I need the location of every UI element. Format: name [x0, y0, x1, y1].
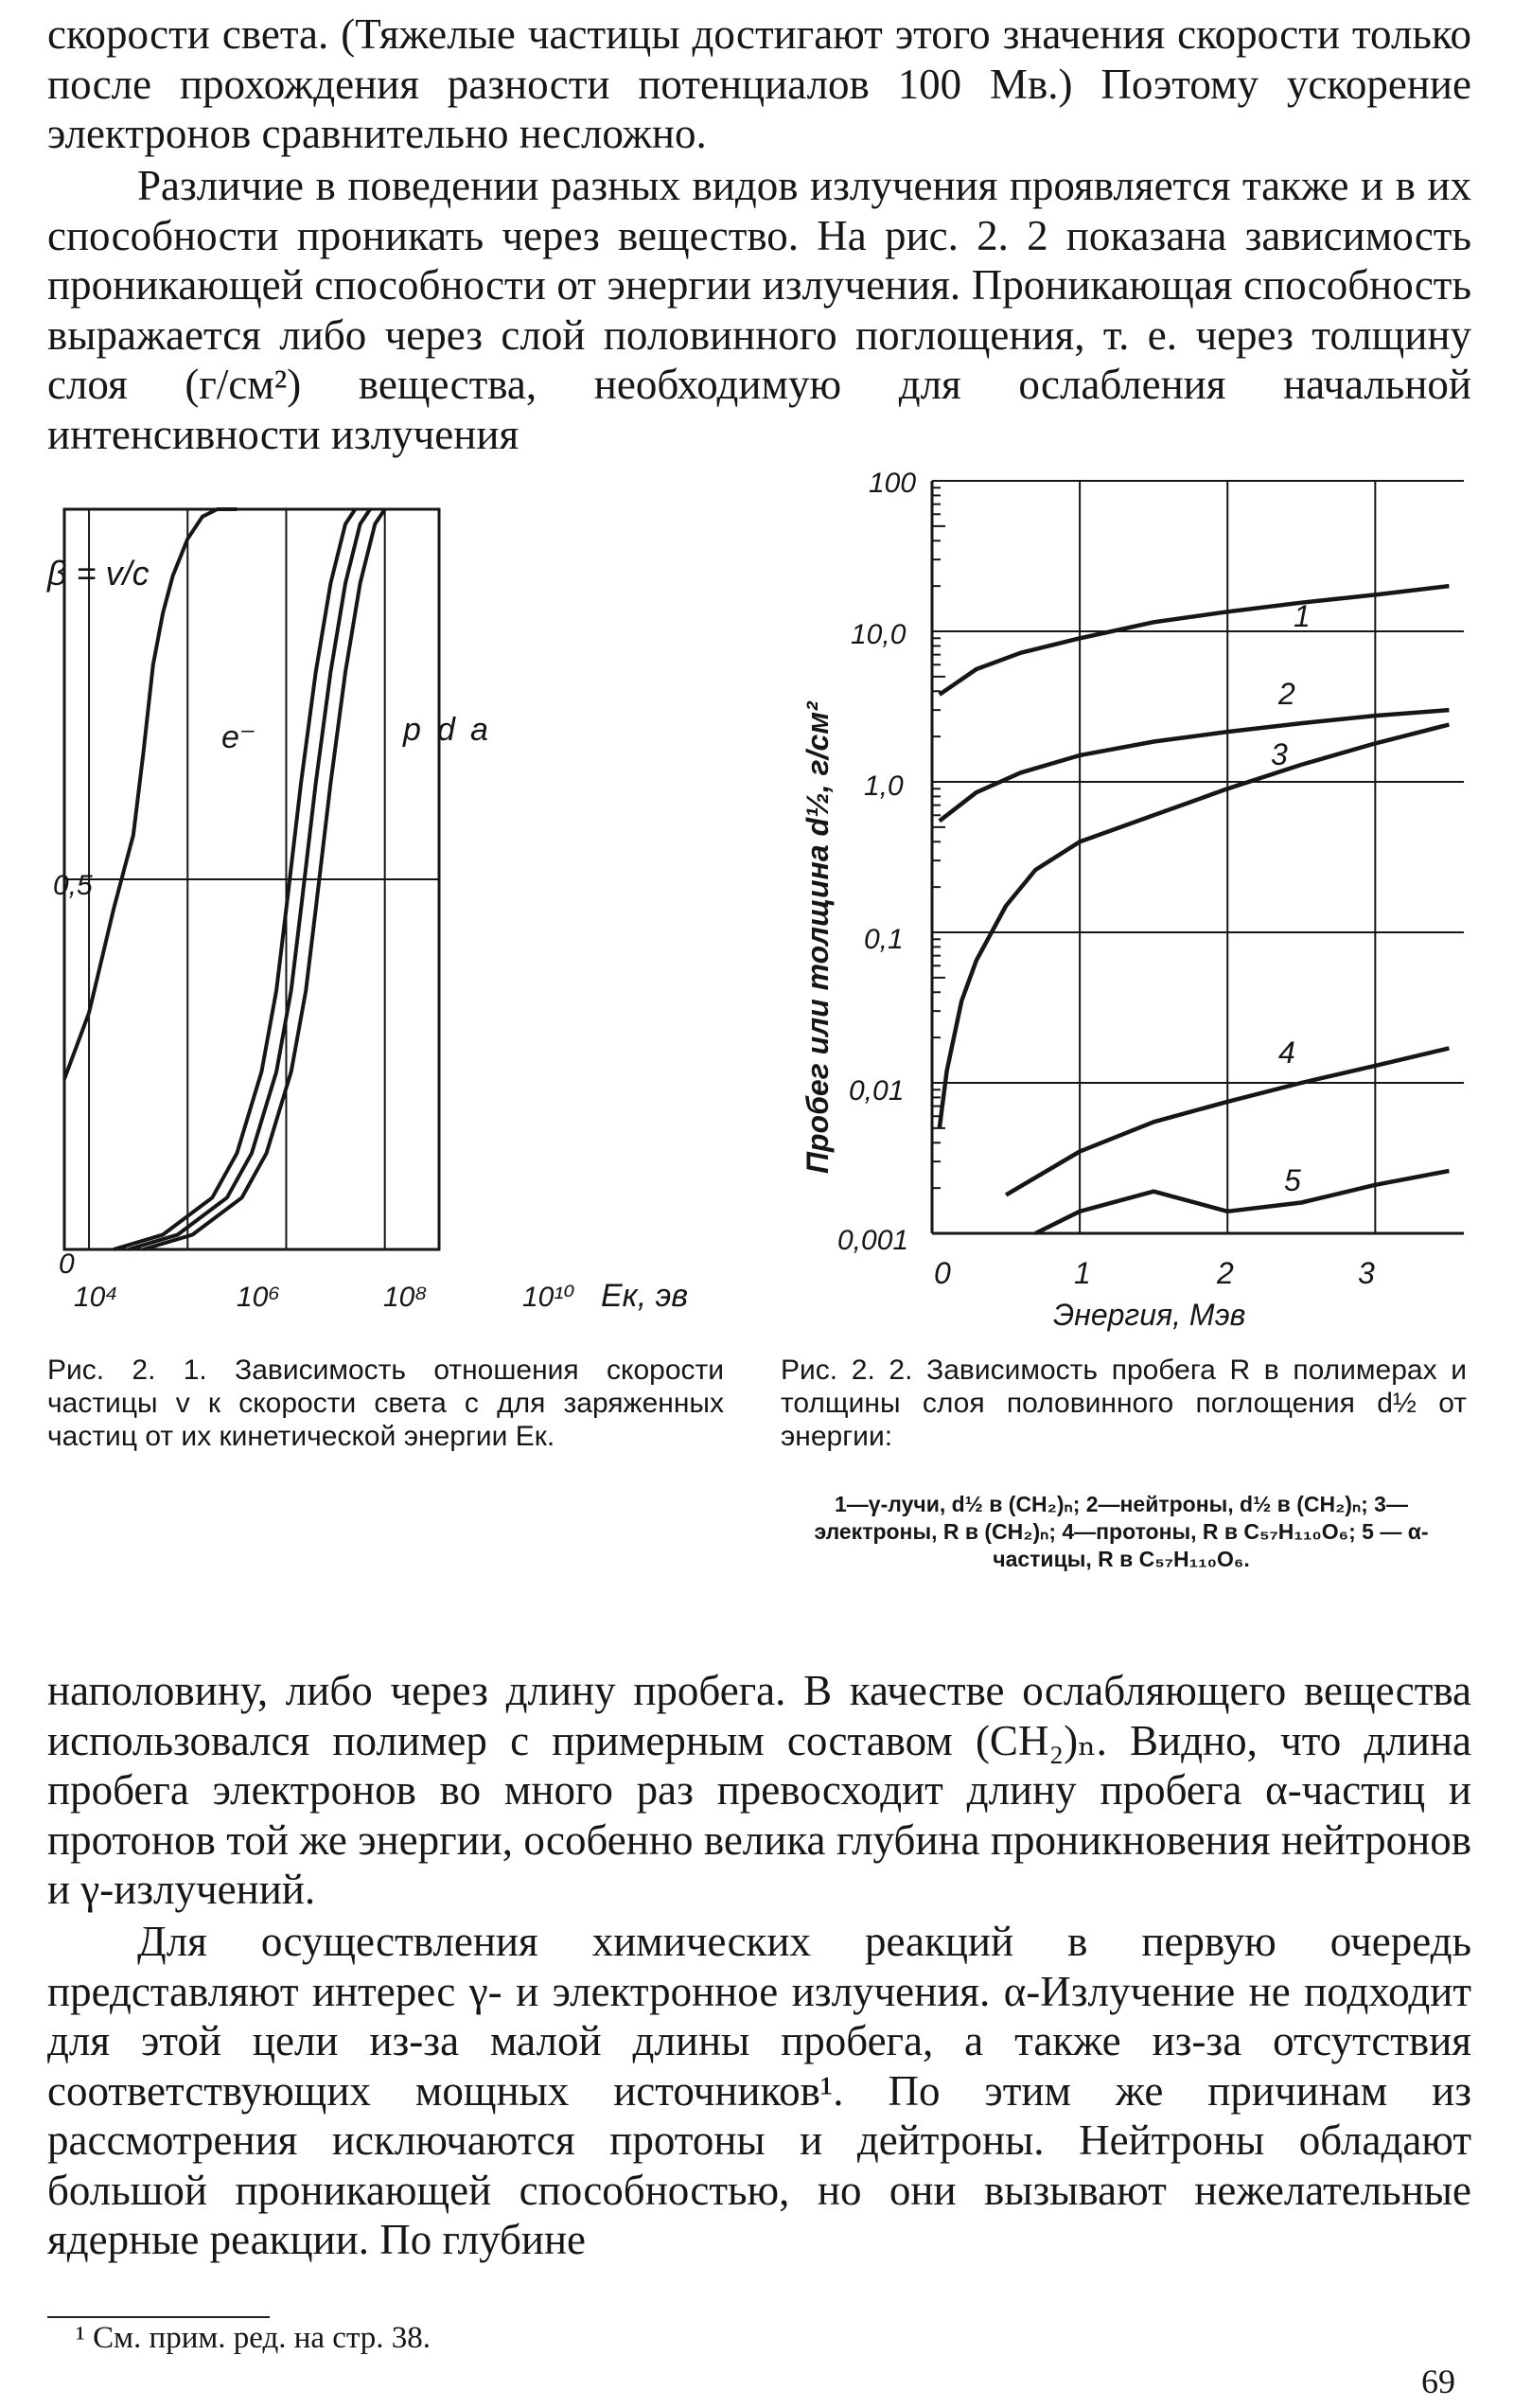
fig2-series-label-4: 4 — [1278, 1036, 1295, 1070]
footnote: ¹ См. прим. ред. на стр. 38. — [76, 2321, 431, 2355]
fig2-series-label-3: 3 — [1271, 737, 1288, 771]
paragraph-2: Различие в поведении разных видов излучения проявляется также и в их способности проникать через вещество. На рис. 2. 2 показана зависимость проникающей способности от энергии излучения. Проникающая способность выражается либо через слой половинного поглощения, т. е. через толщину слоя (г/см²) вещества, необходимую для ослабления начальной интенсивности излучения — [47, 162, 1471, 458]
fig2-xtick-2: 2 — [1217, 1256, 1234, 1290]
fig1-label-p: p — [403, 712, 421, 748]
fig2-ytick-01: 0,1 — [864, 924, 904, 955]
fig1-xtick-8: 10⁸ — [383, 1282, 428, 1313]
fig2-xtick-1: 1 — [1074, 1256, 1091, 1290]
fig2-series-label-5: 5 — [1284, 1163, 1301, 1197]
fig1-xtick-6: 10⁶ — [237, 1282, 280, 1313]
fig2-ytick-001: 0,01 — [849, 1075, 905, 1107]
fig2-series-label-2: 2 — [1278, 677, 1295, 711]
paragraph-3: наполовину, либо через длину пробега. В качестве ослабляющего вещества использовался полимер с примерным составом (CH₂)ₙ. Видно, что длина пробега электронов во много раз превосходит длину пробега α-частиц и протонов той же энергии, особенно велика глубина проникновения нейтронов и γ-излучений. — [47, 1667, 1471, 1913]
fig2-ytick-100: 100 — [869, 468, 917, 499]
fig2-xtick-0: 0 — [934, 1256, 951, 1290]
figure-2-2-chart — [790, 454, 1481, 1335]
page-number: 69 — [1421, 2363, 1455, 2400]
fig2-ytick-10: 10,0 — [851, 619, 907, 650]
fig1-xlabel: Eк, эв — [601, 1278, 689, 1314]
fig2-ytick-1: 1,0 — [864, 770, 904, 802]
fig1-xtick-4: 10⁴ — [74, 1282, 118, 1313]
fig2-curve-2 — [940, 710, 1450, 821]
fig1-ylabel: β = v/c — [47, 554, 150, 593]
fig1-ytick-0: 0 — [59, 1248, 75, 1280]
fig2-xtick-3: 3 — [1358, 1256, 1375, 1290]
caption-fig-2-2: Рис. 2. 2. Зависимость пробега R в полимерах и толщины слоя половинного поглощения d½ от энергии: — [781, 1354, 1467, 1452]
fig2-ylabel: Пробег или толщина d½, г/см² — [801, 701, 835, 1174]
fig2-curve-5 — [1035, 1171, 1449, 1233]
fig2-curves — [940, 586, 1450, 1233]
fig2-xlabel: Энергия, Мэв — [1053, 1298, 1246, 1332]
fig1-label-a: a — [470, 712, 488, 748]
fig1-xtick-10: 10¹⁰ — [522, 1282, 575, 1313]
figure-2-1-chart — [38, 492, 738, 1344]
footnote-rule — [47, 2316, 270, 2318]
fig1-curve-0 — [64, 509, 237, 1079]
paragraph-1: скорости света. (Тяжелые частицы достигают этого значения скорости только после прохождения разности потенциалов 100 Мв.) Поэтому ускорение электронов сравнительно несложно. — [47, 10, 1471, 157]
fig1-ytick-05: 0,5 — [53, 870, 93, 901]
fig1-label-e: e⁻ — [221, 719, 256, 755]
fig2-curve-1 — [940, 586, 1450, 695]
legend-fig-2-2: 1—γ-лучи, d½ в (CH₂)ₙ; 2—нейтроны, d½ в (CH₂)ₙ; 3—электроны, R в (CH₂)ₙ; 4—протоны, R в C₅₇H₁₁₀O₆; 5 — α-частицы, R в C₅₇H₁₁₀O₆. — [814, 1492, 1429, 1571]
fig1-label-d: d — [437, 712, 455, 748]
fig2-ytick-0001: 0,001 — [837, 1225, 909, 1256]
paragraph-4: Для осуществления химических реакций в первую очередь представляют интерес γ- и электронное излучения. α-Излучение не подходит для этой цели из-за малой длины пробега, а также из-за отсутствия соответствующих мощных источников¹. По этим же причинам из рассмотрения исключаются протоны и дейтроны. Нейтроны обладают большой проникающей способностью, но они вызывают нежелательные ядерные реакции. По глубине — [47, 1918, 1471, 2263]
fig2-series-label-1: 1 — [1294, 599, 1311, 633]
caption-fig-2-1: Рис. 2. 1. Зависимость отношения скорости частицы v к скорости света c для заряженных частиц от их кинетической энергии Eк. — [47, 1354, 724, 1452]
